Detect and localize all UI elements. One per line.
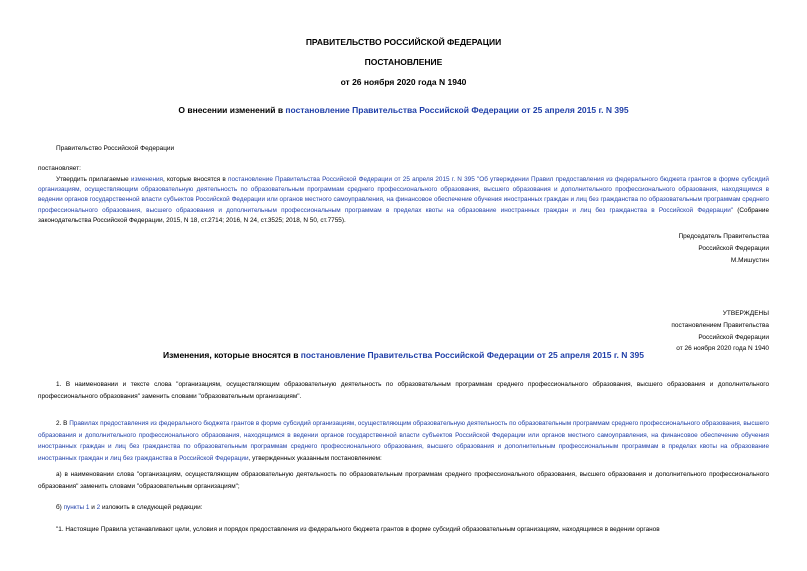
intro-text-c: (Собрание законодательства Российской Федерации, 2015, N 18, ст.2714; 2016, N 24, ст.3525; 2018, N 50, ст.7755). bbox=[38, 206, 770, 224]
changes-link[interactable]: изменения bbox=[130, 176, 164, 183]
approved-line-1: УТВЕРЖДЕНЫ bbox=[722, 310, 769, 317]
document-title-prefix: О внесении изменений в bbox=[178, 105, 286, 115]
approved-line-4: от 26 ноября 2020 года N 1940 bbox=[676, 345, 769, 353]
item-1-link[interactable]: пункты 1 bbox=[63, 504, 90, 511]
item2-text-b: , утвержденных указанным постановлением: bbox=[248, 454, 382, 462]
document-title-link[interactable]: постановление Правительства Российской Федерации от 25 апреля 2015 г. N 395 bbox=[285, 105, 629, 115]
item-2-link[interactable]: 2 bbox=[96, 504, 101, 511]
government-line: Правительство Российской Федерации bbox=[56, 145, 175, 152]
document-title bbox=[0, 105, 807, 115]
item2-text-a: 2. В bbox=[56, 420, 70, 427]
doc-type-heading: ПОСТАНОВЛЕНИЕ bbox=[364, 57, 443, 67]
change-item-1: 1. В наименовании и тексте слова "организациям, осуществляющим образовательную деятельность по образовательным программам среднего профессионального образования, высшего образования и дополнительного профессионального образования" заменить словами "образовательным организациям". bbox=[38, 381, 769, 400]
government-heading: ПРАВИТЕЛЬСТВО РОССИЙСКОЙ ФЕДЕРАЦИИ bbox=[305, 37, 502, 47]
approved-block bbox=[671, 308, 769, 355]
item-b-text-mid: и bbox=[89, 504, 97, 511]
change-item-a: а) в наименовании слова "организациям, осуществляющим образовательную деятельность по образовательным программам среднего профессионального образования, высшего образования и дополнительного профессионального образования" заменить словами "образовательным организациям"; bbox=[38, 471, 769, 490]
date-number-heading: от 26 ноября 2020 года N 1940 bbox=[340, 77, 467, 87]
decree-395-link[interactable]: постановление Правительства Российской Федерации от 25 апреля 2015 г. N 395 "Об утверждении Правил предоставления из федерального бюджета грантов в форме субсидий организациям, осуществляющим образовательную деятельность по образовательным программам среднего профессионального образования, высшего образования и дополнительного профессионального образования, находящимся в ведении органов государственной власти субъектов Российской Федерации или органов местного самоуправления, на финансовое обеспечение обучения иностранных граждан и лиц без гражданства по образовательным программам среднего профессионального образования, высшего образования и дополнительным профессиональным программам в пределах квоты на образование иностранных граждан и лиц без гражданства в Российской Федерации" bbox=[38, 176, 770, 214]
change-item-2 bbox=[38, 418, 769, 464]
item-b-text-a: б) bbox=[56, 504, 64, 511]
approved-line-2: постановлением Правительства bbox=[671, 321, 769, 329]
intro-text-a: Утвердить прилагаемые bbox=[56, 176, 131, 183]
changes-title-prefix: Изменения, которые вносятся в bbox=[163, 350, 301, 360]
signature-line-1: Председатель Правительства bbox=[678, 233, 769, 240]
signature-line-3: М.Мишустин bbox=[730, 256, 769, 264]
intro-paragraph bbox=[38, 175, 769, 226]
change-item-b bbox=[38, 502, 769, 514]
intro-text-b: , которые вносятся в bbox=[163, 176, 228, 183]
signature-block bbox=[678, 231, 769, 266]
rules-link[interactable]: Правилах предоставления из федерального бюджета грантов в форме субсидий организациям, осуществляющим образовательную деятельность по образовательным программам среднего профессионального образования, высшего образования и дополнительного профессионального образования, находящимся в ведении органов государственной власти субъектов Российской Федерации или органов местного самоуправления, на финансовое обеспечение обучения иностранных граждан и лиц без гражданства по образовательным программам среднего профессионального образования, высшего образования и дополнительным профессиональным программам в пределах квоты на образование иностранных граждан и лиц без гражданства в Российской Федерации bbox=[38, 420, 769, 462]
item-b-text-b: изложить в следующей редакции: bbox=[100, 504, 203, 511]
approved-line-3: Российской Федерации bbox=[698, 333, 769, 341]
quote-paragraph-1: "1. Настоящие Правила устанавливают цели, условия и порядок предоставления из федерального бюджета грантов в форме субсидий образовательным организациям, находящимся в ведении органов bbox=[56, 526, 660, 533]
changes-title bbox=[0, 350, 807, 360]
changes-title-link[interactable]: постановление Правительства Российской Федерации от 25 апреля 2015 г. N 395 bbox=[300, 350, 644, 360]
decrees-line: постановляет: bbox=[38, 165, 81, 172]
signature-line-2: Российской Федерации bbox=[698, 244, 769, 252]
